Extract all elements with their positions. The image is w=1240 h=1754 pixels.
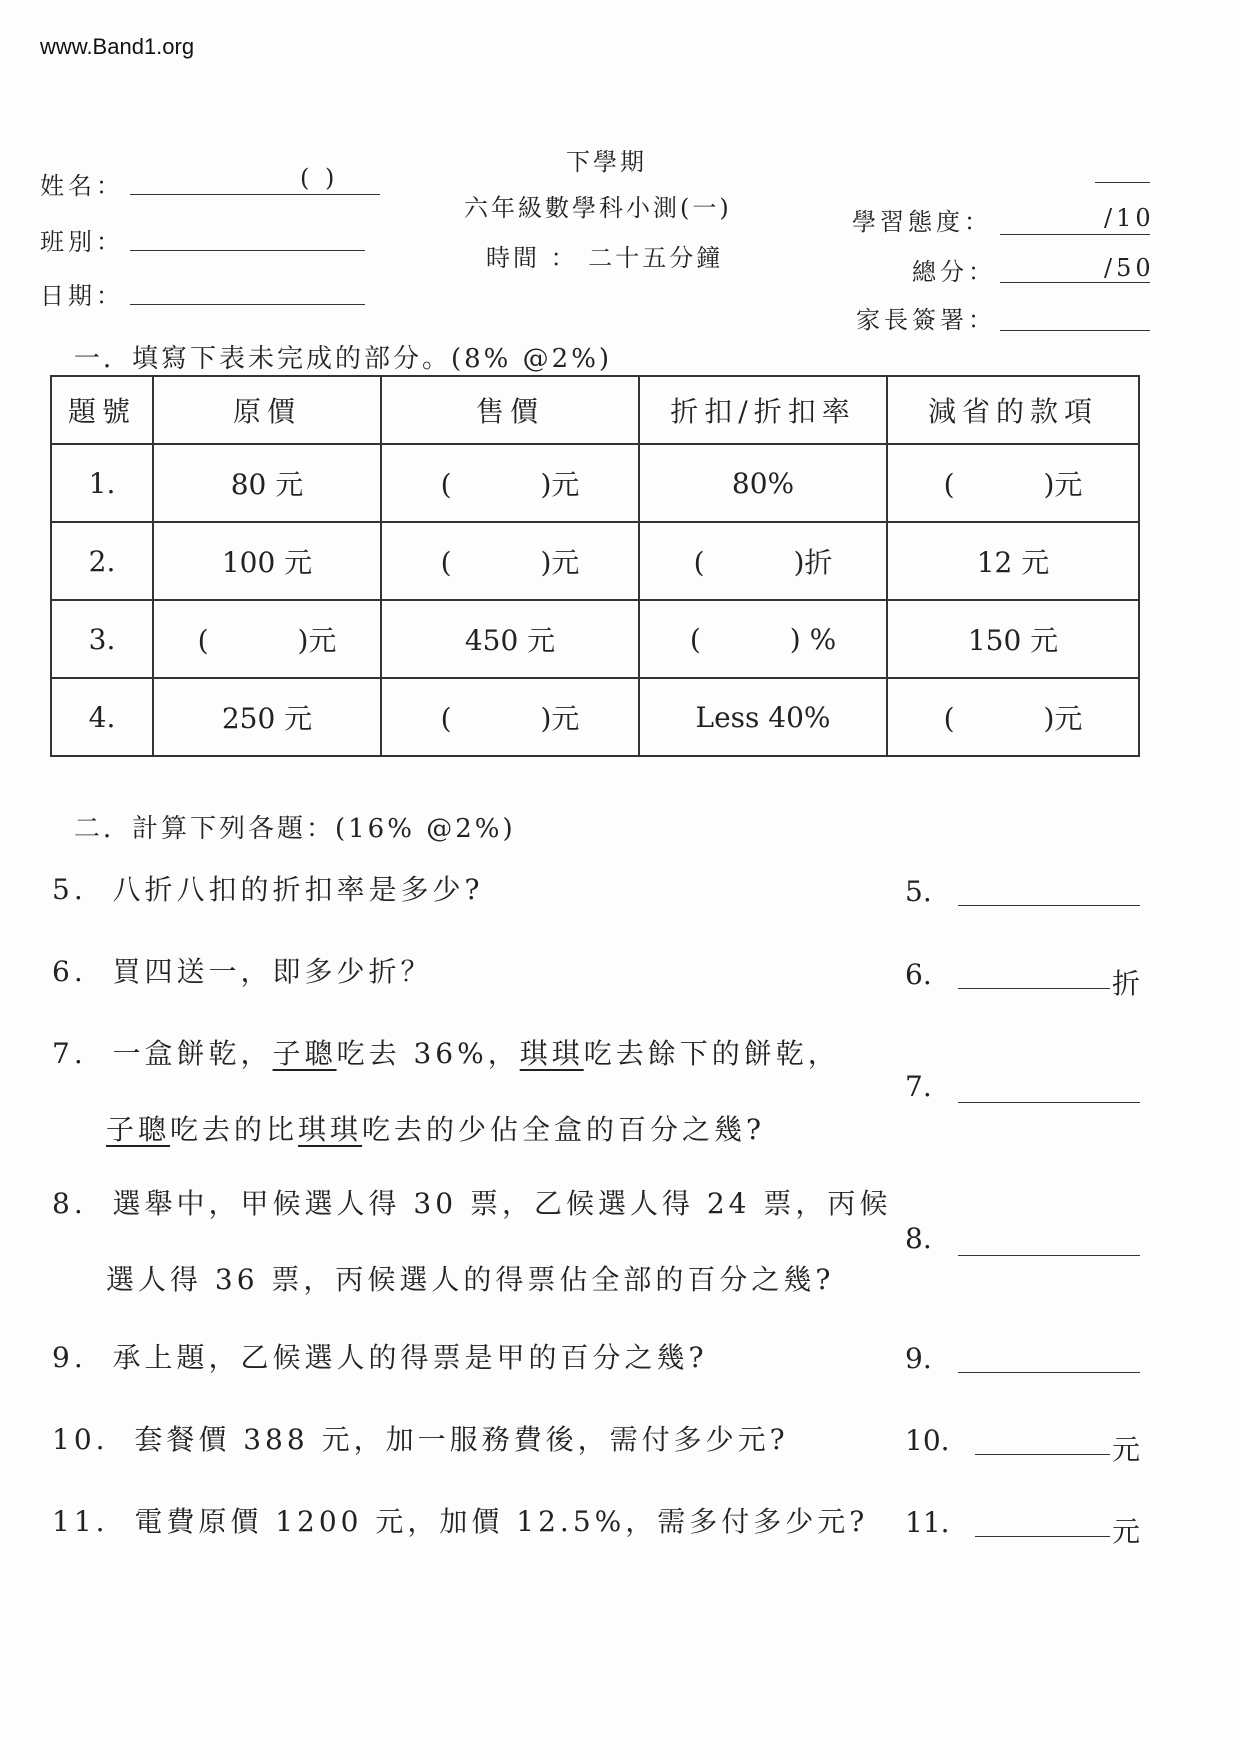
site-url: www.Band1.org xyxy=(40,34,195,59)
answer-6-unit: 折 xyxy=(1112,967,1141,1000)
parent-signature-label: 家長簽署： xyxy=(856,306,996,334)
section2-title: 二．計算下列各題：(16% @2%) xyxy=(74,814,516,844)
header-cell: 售價 xyxy=(381,376,639,444)
q7-text: 吃去的比 xyxy=(170,1113,299,1146)
name-label: 姓名： xyxy=(40,172,124,200)
student-name: 子聰 xyxy=(106,1113,171,1146)
header-cell: 題號 xyxy=(51,376,153,444)
top-right-line xyxy=(1095,182,1150,183)
answer-7-label: 7. xyxy=(905,1070,932,1103)
q7-text: 一盒餅乾， xyxy=(112,1037,273,1070)
student-name: 琪琪 xyxy=(519,1037,584,1070)
question-11: 11. 電費原價 1200 元，加價 12.5%，需多付多少元? xyxy=(52,1505,869,1538)
answer-10-line xyxy=(975,1454,1110,1455)
answer-8-line xyxy=(958,1255,1140,1256)
section1-title: 一．填寫下表未完成的部分。(8% @2%) xyxy=(74,344,613,374)
table-header-row xyxy=(51,376,1139,444)
total-max: /50 xyxy=(1104,254,1155,282)
table-row xyxy=(51,678,1139,756)
answer-11-unit: 元 xyxy=(1112,1515,1141,1548)
answer-6-line xyxy=(958,988,1110,989)
student-name: 琪琪 xyxy=(298,1113,363,1146)
total-label: 總分： xyxy=(912,258,996,286)
term-label: 下學期 xyxy=(566,148,647,176)
question-8-line2: 選人得 36 票，丙候選人的得票佔全部的百分之幾? xyxy=(106,1263,835,1296)
question-7-line1 xyxy=(52,1032,840,1072)
q7-text: 吃去餘下的餅乾， xyxy=(583,1037,840,1070)
attitude-label: 學習態度： xyxy=(852,208,992,236)
table-row xyxy=(51,444,1139,522)
question-7-number: 7. xyxy=(52,1037,87,1070)
attitude-line xyxy=(1000,234,1150,235)
answer-10-label: 10. xyxy=(905,1424,950,1457)
class-line xyxy=(130,250,365,251)
answer-8-label: 8. xyxy=(905,1222,932,1255)
date-line xyxy=(130,304,365,305)
table-cell: 150 元 xyxy=(887,600,1139,678)
table-cell: 80 元 xyxy=(153,444,381,522)
answer-6-label: 6. xyxy=(905,958,932,991)
answer-10-unit: 元 xyxy=(1112,1433,1141,1466)
header-cell: 減省的款項 xyxy=(887,376,1139,444)
table-row xyxy=(51,600,1139,678)
header-cell: 折扣/折扣率 xyxy=(639,376,887,444)
answer-9-line xyxy=(958,1372,1140,1373)
table-cell: 100 元 xyxy=(153,522,381,600)
table-cell: 1. xyxy=(51,444,153,522)
answer-11-line xyxy=(975,1536,1110,1537)
header-cell: 原價 xyxy=(153,376,381,444)
table-cell: ( )元 xyxy=(381,522,639,600)
table-cell: 80% xyxy=(639,444,887,522)
table-cell: ( )元 xyxy=(887,678,1139,756)
class-label: 班別： xyxy=(40,228,124,256)
question-7-line2 xyxy=(106,1108,765,1148)
question-9: 9. 承上題，乙候選人的得票是甲的百分之幾? xyxy=(52,1341,708,1374)
question-6: 6. 買四送一，即多少折？ xyxy=(52,955,433,988)
answer-5-label: 5. xyxy=(905,875,932,908)
question-10: 10. 套餐價 388 元，加一服務費後，需付多少元? xyxy=(52,1423,789,1456)
date-label: 日期： xyxy=(40,282,124,310)
name-paren: ( ) xyxy=(300,164,339,192)
table-cell: 4. xyxy=(51,678,153,756)
question-8-line1: 8. 選舉中，甲候選人得 30 票，乙候選人得 24 票，丙候 xyxy=(52,1187,892,1220)
table-cell: 2. xyxy=(51,522,153,600)
table-cell: ( )元 xyxy=(381,444,639,522)
q7-text: 吃去 36%， xyxy=(336,1037,520,1070)
answer-7-line xyxy=(958,1102,1140,1103)
table-cell: ( )元 xyxy=(381,678,639,756)
student-name: 子聰 xyxy=(272,1037,337,1070)
q7-text: 吃去的少佔全盒的百分之幾? xyxy=(362,1113,766,1146)
table-row xyxy=(51,522,1139,600)
name-line xyxy=(130,194,380,195)
total-line xyxy=(1000,282,1150,283)
table-cell: ( )元 xyxy=(887,444,1139,522)
table-cell: ( )折 xyxy=(639,522,887,600)
table-cell: ( )元 xyxy=(153,600,381,678)
table-cell: 250 元 xyxy=(153,678,381,756)
parent-signature-line xyxy=(1000,330,1150,331)
question-5: 5. 八折八扣的折扣率是多少? xyxy=(52,873,484,906)
time-label: 時間 ： 二十五分鐘 xyxy=(486,244,724,272)
table-cell: 12 元 xyxy=(887,522,1139,600)
attitude-max: /10 xyxy=(1104,204,1155,232)
discount-table xyxy=(50,375,1140,757)
quiz-title: 六年級數學科小測(一) xyxy=(464,194,732,222)
table-cell: Less 40% xyxy=(639,678,887,756)
table-cell: 3. xyxy=(51,600,153,678)
answer-9-label: 9. xyxy=(905,1342,932,1375)
table-cell: 450 元 xyxy=(381,600,639,678)
table-cell: ( ) % xyxy=(639,600,887,678)
answer-5-line xyxy=(958,905,1140,906)
answer-11-label: 11. xyxy=(905,1506,950,1539)
